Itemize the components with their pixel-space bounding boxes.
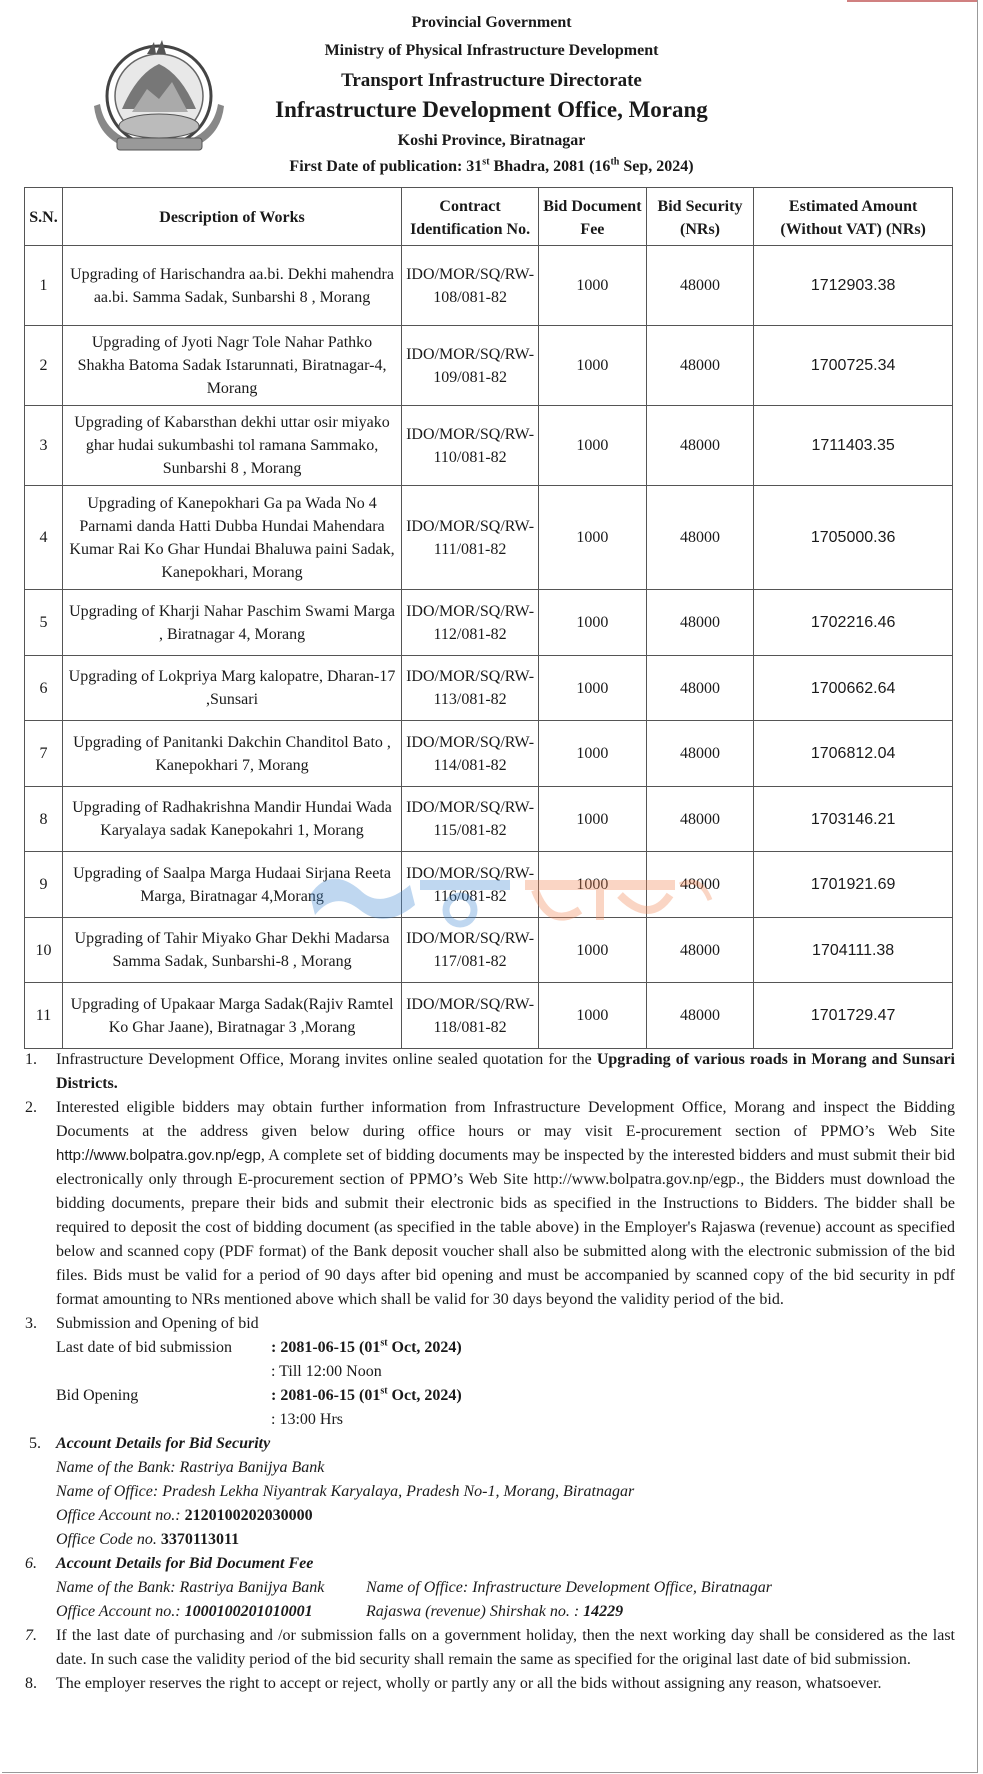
- table-row: [25, 983, 953, 1049]
- note-1-bold: Upgrading of various roads in Morang and Sunsari Districts.: [56, 1051, 955, 1092]
- row-sn: 6: [25, 656, 63, 721]
- table-row: [25, 486, 953, 590]
- row-contract-id: IDO/MOR/SQ/RW-109/081-82: [402, 326, 539, 406]
- note-6: [25, 1552, 955, 1624]
- row-estimated-amount: 1701729.47: [754, 983, 953, 1049]
- submission-time: : Till 12:00 Noon: [271, 1363, 382, 1380]
- row-sn: 5: [25, 590, 63, 656]
- note-5-title: Account Details for Bid Security: [56, 1435, 271, 1452]
- submission-time-row: [56, 1360, 955, 1384]
- row-bid-fee: 1000: [539, 246, 647, 326]
- note-7: [25, 1624, 955, 1672]
- submission-label: Last date of bid submission: [56, 1339, 232, 1356]
- row-estimated-amount: 1703146.21: [754, 787, 953, 852]
- row-description: Upgrading of Kharji Nahar Paschim Swami Marga , Biratnagar 4, Morang: [62, 590, 401, 656]
- table-row: [25, 852, 953, 918]
- row-bid-fee: 1000: [539, 918, 647, 983]
- submission-date: : 2081-06-15 (01st Oct, 2024): [271, 1337, 462, 1356]
- row-bid-security: 48000: [646, 406, 754, 486]
- row-contract-id: IDO/MOR/SQ/RW-118/081-82: [402, 983, 539, 1049]
- opening-date: : 2081-06-15 (01st Oct, 2024): [271, 1385, 462, 1404]
- note-5: [29, 1432, 955, 1552]
- row-bid-security: 48000: [646, 918, 754, 983]
- col-header-contract-id: Contract Identification No.: [402, 188, 539, 246]
- row-bid-fee: 1000: [539, 721, 647, 787]
- note-number: 1.: [25, 1051, 37, 1068]
- notice-notes: [25, 1048, 955, 1696]
- row-bid-fee: 1000: [539, 787, 647, 852]
- publication-date: First Date of publication: 31st Bhadra, 2081 (16th Sep, 2024): [289, 156, 694, 175]
- row-estimated-amount: 1704111.38: [754, 918, 953, 983]
- row-description: Upgrading of Panitanki Dakchin Chanditol Bato , Kanepokhari 7, Morang: [62, 721, 401, 787]
- fee-account-no: Office Account no.: 1000100201010001: [56, 1603, 313, 1620]
- opening-date-row: [56, 1384, 955, 1408]
- table-row: [25, 721, 953, 787]
- row-bid-security: 48000: [646, 983, 754, 1049]
- row-bid-security: 48000: [646, 656, 754, 721]
- security-account-no: Office Account no.: 2120100202030000: [56, 1507, 313, 1524]
- col-header-description: Description of Works: [62, 188, 401, 246]
- row-contract-id: IDO/MOR/SQ/RW-111/081-82: [402, 486, 539, 590]
- note-1-text: Infrastructure Development Office, Morang invites online sealed quotation for the: [56, 1051, 597, 1068]
- header-provincial-government: Provincial Government: [411, 14, 572, 31]
- row-contract-id: IDO/MOR/SQ/RW-108/081-82: [402, 246, 539, 326]
- ppmo-url-link[interactable]: http://www.bolpatra.gov.np/egp: [56, 1147, 261, 1164]
- col-header-estimated-amount: Estimated Amount (Without VAT) (NRs): [754, 188, 953, 246]
- row-bid-fee: 1000: [539, 406, 647, 486]
- row-bid-security: 48000: [646, 486, 754, 590]
- row-estimated-amount: 1701921.69: [754, 852, 953, 918]
- row-bid-fee: 1000: [539, 590, 647, 656]
- row-description: Upgrading of Tahir Miyako Ghar Dekhi Madarsa Samma Sadak, Sunbarshi-8 , Morang: [62, 918, 401, 983]
- opening-time: : 13:00 Hrs: [271, 1411, 343, 1428]
- row-sn: 8: [25, 787, 63, 852]
- row-description: Upgrading of Lokpriya Marg kalopatre, Dharan-17 ,Sunsari: [62, 656, 401, 721]
- row-estimated-amount: 1712903.38: [754, 246, 953, 326]
- row-contract-id: IDO/MOR/SQ/RW-114/081-82: [402, 721, 539, 787]
- note-number: 3.: [25, 1315, 37, 1332]
- row-bid-fee: 1000: [539, 983, 647, 1049]
- row-bid-fee: 1000: [539, 326, 647, 406]
- col-header-bid-security: Bid Security (NRs): [646, 188, 754, 246]
- submission-date-row: [56, 1336, 955, 1360]
- row-sn: 1: [25, 246, 63, 326]
- note-2: [25, 1096, 955, 1312]
- note-number: 6.: [25, 1555, 37, 1572]
- row-bid-fee: 1000: [539, 852, 647, 918]
- row-contract-id: IDO/MOR/SQ/RW-116/081-82: [402, 852, 539, 918]
- row-sn: 9: [25, 852, 63, 918]
- works-table: [24, 187, 953, 1049]
- security-office-name: Name of Office: Pradesh Lekha Niyantrak Karyalaya, Pradesh No-1, Morang, Biratnagar: [56, 1483, 635, 1500]
- row-bid-security: 48000: [646, 590, 754, 656]
- row-contract-id: IDO/MOR/SQ/RW-110/081-82: [402, 406, 539, 486]
- note-number: 7.: [25, 1627, 37, 1644]
- row-estimated-amount: 1711403.35: [754, 406, 953, 486]
- note-number: 8.: [25, 1675, 37, 1692]
- note-2-text-b: , A complete set of bidding documents may be inspected by the interested bidders and must submit their bid electronically only through E-procurement section of PPMO’s Web Site http://www.bolpatra.gov.np/egp., the Bidders must download the bidding documents, prepare their bids and submit their electronic bids as specified in the Instructions to Bidders. The bidder shall be required to deposit the cost of bidding document (as specified in the table above) in the Employer's Rajaswa (revenue) account as specified below and scanned copy (PDF format) of the Bank deposit voucher shall also be submitted along with the electronic submission of the bid files. Bids must be valid for a period of 90 days after bid opening and must be accompanied by scanned copy of the bid security in pdf format amounting to NRs mentioned above which shall be valid for 30 days beyond the validity period of the bid.: [56, 1147, 955, 1308]
- note-3: [25, 1312, 955, 1432]
- row-description: Upgrading of Upakaar Marga Sadak(Rajiv Ramtel Ko Ghar Jaane), Biratnagar 3 ,Morang: [62, 983, 401, 1049]
- table-row: [25, 918, 953, 983]
- row-sn: 3: [25, 406, 63, 486]
- table-row: [25, 590, 953, 656]
- note-7-text: If the last date of purchasing and /or submission falls on a government holiday, then the next working day shall be considered as the last date. In such case the validity period of the bid security shall remain the same as specified for the original last date of bid submission.: [56, 1627, 955, 1668]
- row-estimated-amount: 1706812.04: [754, 721, 953, 787]
- opening-time-row: [56, 1408, 955, 1432]
- table-row: [25, 326, 953, 406]
- table-row: [25, 246, 953, 326]
- fee-account-row: [56, 1600, 955, 1624]
- row-bid-security: 48000: [646, 326, 754, 406]
- row-description: Upgrading of Kanepokhari Ga pa Wada No 4 Parnami danda Hatti Dubba Hundai Mahendara Kumar Rai Ko Ghar Hundai Bhaluwa paini Sadak, Kanepokhari, Morang: [62, 486, 401, 590]
- table-row: [25, 656, 953, 721]
- row-contract-id: IDO/MOR/SQ/RW-117/081-82: [402, 918, 539, 983]
- row-sn: 10: [25, 918, 63, 983]
- fee-revenue-no: Rajaswa (revenue) Shirshak no. : 14229: [366, 1603, 624, 1620]
- row-description: Upgrading of Saalpa Marga Hudaai Sirjana Reeta Marga, Biratnagar 4,Morang: [62, 852, 401, 918]
- header-location: Koshi Province, Biratnagar: [397, 132, 586, 149]
- row-estimated-amount: 1700725.34: [754, 326, 953, 406]
- row-description: Upgrading of Radhakrishna Mandir Hundai Wada Karyalaya sadak Kanepokahri 1, Morang: [62, 787, 401, 852]
- row-bid-fee: 1000: [539, 486, 647, 590]
- notice-header: [0, 0, 983, 185]
- note-8: [25, 1672, 955, 1696]
- opening-label: Bid Opening: [56, 1387, 139, 1404]
- row-bid-security: 48000: [646, 721, 754, 787]
- row-sn: 11: [25, 983, 63, 1049]
- row-description: Upgrading of Jyoti Nagr Tole Nahar Pathko Shakha Batoma Sadak Istarunnati, Biratnagar-4, Morang: [62, 326, 401, 406]
- header-directorate: Transport Infrastructure Directorate: [341, 70, 642, 91]
- col-header-bid-fee: Bid Document Fee: [539, 188, 647, 246]
- row-bid-security: 48000: [646, 852, 754, 918]
- row-sn: 4: [25, 486, 63, 590]
- fee-bank-name: Name of the Bank: Rastriya Banijya Bank: [56, 1579, 325, 1596]
- row-sn: 2: [25, 326, 63, 406]
- note-6-title: Account Details for Bid Document Fee: [56, 1555, 314, 1572]
- row-estimated-amount: 1700662.64: [754, 656, 953, 721]
- note-2-text-a: Interested eligible bidders may obtain further information from Infrastructure Development Office, Morang and inspect the Bidding Documents at the address given below during office hours or may visit E-procurement section of PPMO’s Web Site: [56, 1099, 955, 1140]
- security-bank-name: Name of the Bank: Rastriya Banijya Bank: [56, 1459, 325, 1476]
- security-office-code: Office Code no. 3370113011: [56, 1531, 240, 1548]
- note-1: [25, 1048, 955, 1096]
- row-contract-id: IDO/MOR/SQ/RW-115/081-82: [402, 787, 539, 852]
- header-office: Infrastructure Development Office, Morang: [275, 97, 708, 122]
- row-bid-security: 48000: [646, 787, 754, 852]
- table-row: [25, 406, 953, 486]
- note-number: 2.: [25, 1099, 37, 1116]
- note-number: 5.: [29, 1435, 41, 1452]
- row-contract-id: IDO/MOR/SQ/RW-112/081-82: [402, 590, 539, 656]
- table-row: [25, 787, 953, 852]
- row-contract-id: IDO/MOR/SQ/RW-113/081-82: [402, 656, 539, 721]
- row-bid-security: 48000: [646, 246, 754, 326]
- col-header-sn: S.N.: [25, 188, 63, 246]
- note-3-title: Submission and Opening of bid: [56, 1315, 259, 1332]
- table-header-row: [25, 188, 953, 246]
- header-ministry: Ministry of Physical Infrastructure Development: [324, 42, 659, 59]
- row-description: Upgrading of Harischandra aa.bi. Dekhi mahendra aa.bi. Samma Sadak, Sunbarshi 8 , Morang: [62, 246, 401, 326]
- note-8-text: The employer reserves the right to accept or reject, wholly or partly any or all the bids without assigning any reason, whatsoever.: [56, 1675, 882, 1692]
- row-estimated-amount: 1705000.36: [754, 486, 953, 590]
- row-sn: 7: [25, 721, 63, 787]
- row-description: Upgrading of Kabarsthan dekhi uttar osir miyako ghar hudai sukumbashi tol ramana Sammako, Sunbarshi 8 , Morang: [62, 406, 401, 486]
- fee-bank-row: [56, 1576, 955, 1600]
- row-estimated-amount: 1702216.46: [754, 590, 953, 656]
- fee-office-name: Name of Office: Infrastructure Development Office, Biratnagar: [366, 1579, 772, 1596]
- row-bid-fee: 1000: [539, 656, 647, 721]
